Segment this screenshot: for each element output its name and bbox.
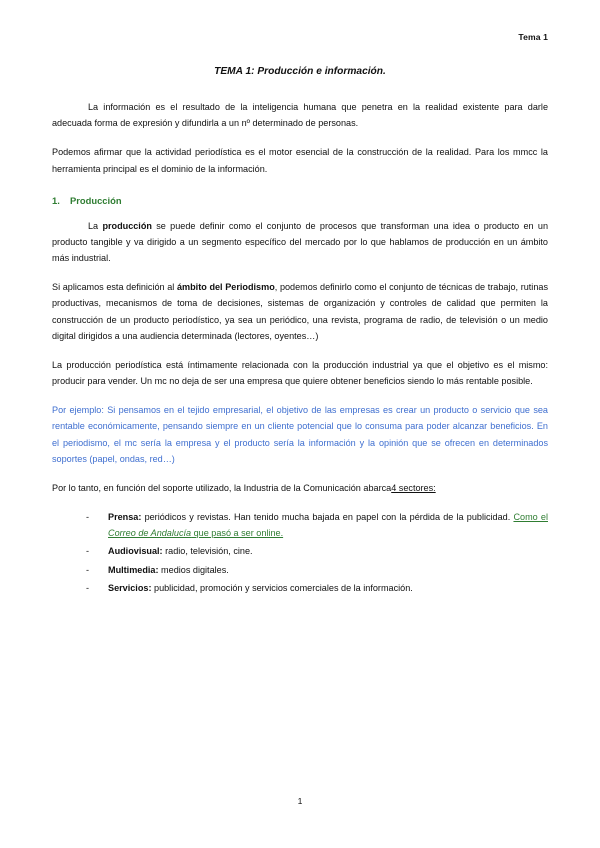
section-heading-produccion — [52, 195, 548, 206]
section-label: Producción — [70, 194, 122, 206]
dash-marker: - — [86, 582, 90, 593]
list-item — [86, 509, 548, 541]
page-number: 1 — [297, 796, 303, 806]
page-header: Tema 1 — [518, 32, 548, 42]
text-rest: se puede definir como el conjunto de procesos que transforman una idea o producto en un producto tangible y va dirigido a un segmento específico del mercado por lo que hablamos de producción en un ámbito más industrial. — [52, 220, 548, 264]
text-bold-ambito: ámbito del Periodismo — [176, 282, 275, 293]
paragraph-informacion: La información es el resultado de la inteligencia humana que penetra en la realidad existente para darle adecuada forma de expresión y difundirla a un nº determinado de personas. — [52, 102, 548, 129]
dash-marker: - — [86, 564, 90, 575]
list-item-text: radio, televisión, cine. — [162, 546, 253, 557]
dash-marker: - — [86, 546, 90, 557]
paragraph-ambito-periodismo — [52, 279, 548, 344]
list-item-note-italic: Correo de Andalucía — [108, 528, 192, 539]
list-item — [86, 562, 548, 578]
text-bold-produccion: producción — [102, 220, 152, 231]
paragraph-produccion-industrial: La producción periodística está íntimamente relacionada con la producción industrial ya que el objetivo es el mismo: producir para vender. Un mc no deja de ser una empresa que quiere obtener beneficios siendo lo más rentable posible. — [52, 359, 548, 387]
list-item-text: publicidad, promoción y servicios comerciales de la información. — [151, 582, 413, 593]
list-item-text: periódicos y revistas. Han tenido mucha bajada en papel con la pérdida de la publicidad. — [141, 512, 514, 523]
paragraph-actividad-periodistica: Podemos afirmar que la actividad periodística es el motor esencial de la construcción de la realidad. Para los mmcc la herramienta principal es el dominio de la información. — [52, 147, 548, 174]
list-item-note-pre: Como el — [513, 512, 548, 523]
text-lead: Si aplicamos esta definición al — [52, 282, 177, 293]
dash-marker: - — [86, 512, 90, 523]
list-item-term: Prensa: — [108, 512, 142, 523]
text-lead: Por lo tanto, en función del soporte utilizado, la Industria de la Comunicación abarca — [52, 482, 392, 493]
section-number: 1. — [52, 194, 60, 206]
paragraph-ejemplo: Por ejemplo: Si pensamos en el tejido empresarial, el objetivo de las empresas es crear un producto o servicio que sea rentable económicamente, pensando siempre en un cliente potencial que lo consuma para poder alcanzar beneficios. En el periodismo, el mc sería la empresa y el producto sería la información y la opinión que se ofrecen en determinados soportes (papel, ondas, red…) — [52, 405, 548, 464]
list-item-term: Multimedia: — [108, 564, 159, 575]
text-rest: , podemos definirlo como el conjunto de técnicas de trabajo, rutinas productivas, mecanismos de toma de decisiones, sistemas de organización y controles de calidad que permiten la construcción de un producto periodístico, ya sea un periódico, una revista, programa de radio, de televisión o un medio digital dirigidos a una audiencia determinada (lectores, oyentes…) — [52, 282, 548, 341]
list-item-term: Servicios: — [108, 582, 152, 593]
list-item-note-post: que pasó a ser online. — [191, 528, 284, 539]
list-item-text: medios digitales. — [158, 564, 229, 575]
paragraph-definicion-produccion — [52, 218, 548, 267]
list-item — [86, 543, 548, 559]
text-underline-sectores: 4 sectores: — [391, 482, 436, 493]
list-item-term: Audiovisual: — [108, 546, 163, 557]
text-lead: La — [88, 220, 103, 231]
list-item — [86, 580, 548, 596]
document-title: TEMA 1: Producción e información. — [214, 66, 386, 77]
paragraph-sectores-intro — [52, 480, 548, 496]
sectors-list — [52, 509, 548, 596]
